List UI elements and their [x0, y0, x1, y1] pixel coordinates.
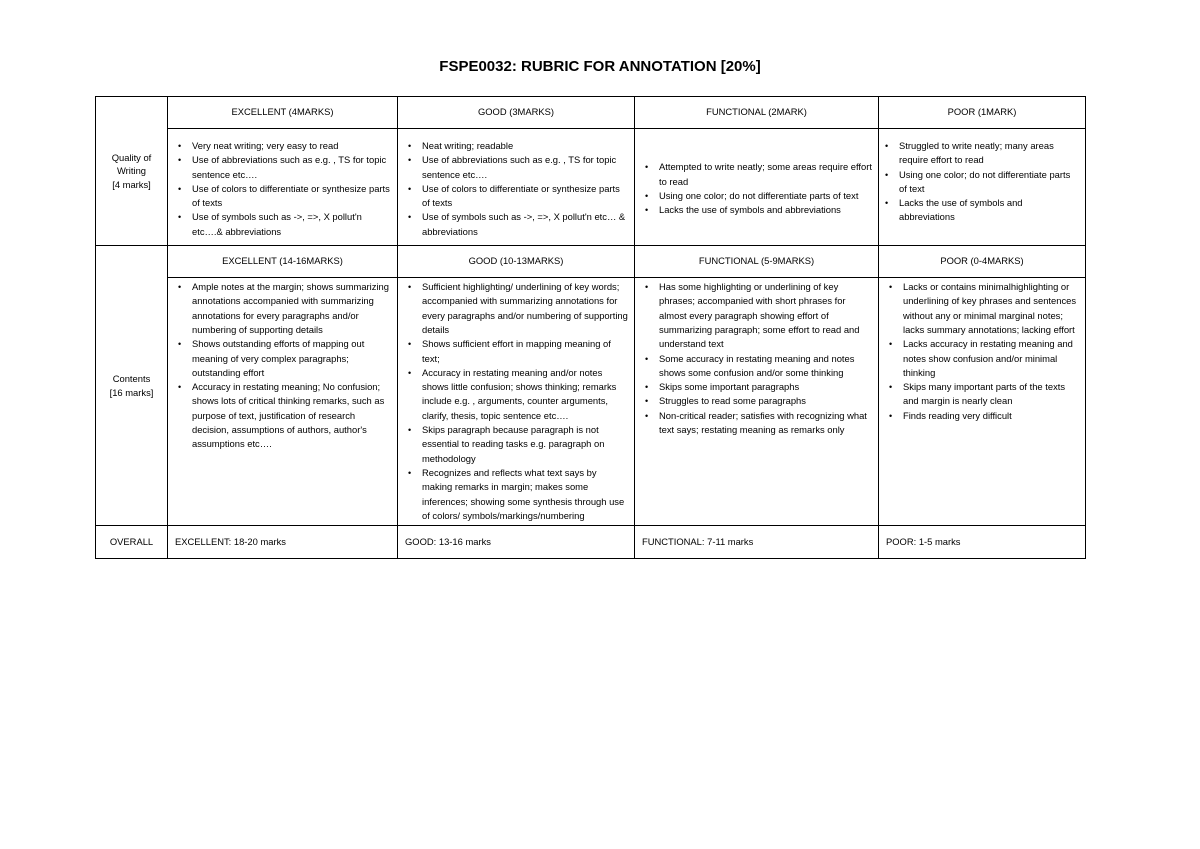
list-item: • Recognizes and reflects what text says by making remarks in margin; makes some inferences; showing some synthesis through use of colors/ symbols/markings/numbering — [422, 466, 628, 523]
list-item: • Neat writing; readable — [422, 139, 628, 153]
list-item: • Use of colors to differentiate or synthesize parts of texts — [422, 182, 628, 211]
quality-header-excellent: EXCELLENT (4MARKS) — [168, 97, 398, 129]
list-item: • Non-critical reader; satisfies with recognizing what text says; restating meaning as remarks only — [659, 409, 872, 438]
list-item: • Use of abbreviations such as e.g. , TS for topic sentence etc…. — [422, 153, 628, 182]
list-item: • Accuracy in restating meaning; No confusion; shows lots of critical thinking remarks, such as purpose of text, justification of research decision, assumptions of authors, author's assumptions etc…. — [192, 380, 391, 451]
list-item: • Has some highlighting or underlining of key phrases; accompanied with short phrases for almost every paragraph showing effort of summarizing paragraph; some effort to read and understand text — [659, 280, 872, 351]
list-item: • Use of symbols such as ->, =>, X pollut'n etc… & abbreviations — [422, 210, 628, 239]
overall-excellent: EXCELLENT: 18-20 marks — [168, 526, 398, 559]
list-item: • Lacks the use of symbols and abbreviations — [899, 196, 1079, 225]
list-item: • Finds reading very difficult — [903, 409, 1079, 423]
list-item: • Use of abbreviations such as e.g. , TS for topic sentence etc…. — [192, 153, 391, 182]
quality-label-line2: Writing — [117, 165, 146, 177]
list-item: • Accuracy in restating meaning and/or notes shows little confusion; shows thinking; remarks include e.g. , arguments, counter arguments, clarify, thesis, topic sentence etc…. — [422, 366, 628, 423]
quality-label-line1: Quality of — [111, 151, 152, 163]
list-item: • Use of colors to differentiate or synthesize parts of texts — [192, 182, 391, 211]
contents-header-row — [96, 246, 1086, 278]
quality-header-poor: POOR (1MARK) — [879, 97, 1086, 129]
list-item: • Skips some important paragraphs — [659, 380, 872, 394]
quality-header-functional: FUNCTIONAL (2MARK) — [635, 97, 879, 129]
quality-header-row — [96, 97, 1086, 129]
quality-good-cell — [398, 129, 635, 246]
list-item: • Skips many important parts of the texts and margin is nearly clean — [903, 380, 1079, 409]
overall-label: OVERALL — [96, 526, 168, 559]
quality-functional-cell — [635, 129, 879, 246]
contents-excellent-list — [168, 280, 397, 452]
list-item: • Some accuracy in restating meaning and notes shows some confusion and/or some thinking — [659, 352, 872, 381]
contents-row-label — [96, 246, 168, 526]
list-item: • Skips paragraph because paragraph is not essential to reading tasks e.g. paragraph on methodology — [422, 423, 628, 466]
quality-header-good: GOOD (3MARKS) — [398, 97, 635, 129]
list-item: • Struggles to read some paragraphs — [659, 394, 872, 408]
contents-poor-list — [879, 280, 1085, 423]
overall-poor: POOR: 1-5 marks — [879, 526, 1086, 559]
list-item: • Using one color; do not differentiate parts of text — [659, 189, 872, 203]
contents-label-line2: [16 marks] — [109, 386, 154, 398]
list-item: • Attempted to write neatly; some areas require effort to read — [659, 160, 872, 189]
rubric-table — [95, 96, 1086, 559]
contents-header-good: GOOD (10-13MARKS) — [398, 246, 635, 278]
quality-excellent-list — [168, 139, 397, 239]
list-item: • Shows sufficient effort in mapping meaning of text; — [422, 337, 628, 366]
contents-poor-cell — [879, 278, 1086, 526]
overall-functional: FUNCTIONAL: 7-11 marks — [635, 526, 879, 559]
list-item: • Shows outstanding efforts of mapping out meaning of very complex paragraphs; outstanding effort — [192, 337, 391, 380]
list-item: • Sufficient highlighting/ underlining of key words; accompanied with summarizing annotations for every paragraphs and/or numbering of supporting details — [422, 280, 628, 337]
list-item: • Lacks or contains minimalhighlighting or underlining of key phrases and sentences without any or minimal marginal notes; lacks summary annotations; lacking effort — [903, 280, 1079, 337]
quality-row-label — [96, 97, 168, 246]
quality-good-list — [398, 139, 634, 239]
quality-functional-list — [635, 160, 878, 217]
list-item: • Using one color; do not differentiate parts of text — [899, 168, 1079, 197]
contents-functional-list — [635, 280, 878, 437]
quality-label-line3: [4 marks] — [112, 178, 151, 190]
contents-header-functional: FUNCTIONAL (5-9MARKS) — [635, 246, 879, 278]
contents-label-line1: Contents — [112, 373, 151, 385]
contents-header-poor: POOR (0-4MARKS) — [879, 246, 1086, 278]
list-item: • Struggled to write neatly; many areas require effort to read — [899, 139, 1079, 168]
list-item: • Use of symbols such as ->, =>, X pollut'n etc….& abbreviations — [192, 210, 391, 239]
quality-content-row — [96, 129, 1086, 246]
contents-excellent-cell — [168, 278, 398, 526]
contents-good-list — [398, 280, 634, 523]
list-item: • Lacks the use of symbols and abbreviations — [659, 203, 872, 217]
contents-functional-cell — [635, 278, 879, 526]
list-item: • Lacks accuracy in restating meaning and notes show confusion and/or minimal thinking — [903, 337, 1079, 380]
overall-row — [96, 526, 1086, 559]
list-item: • Ample notes at the margin; shows summarizing annotations accompanied with summarizing annotations for every paragraphs and/or numbering of supporting details — [192, 280, 391, 337]
contents-header-excellent: EXCELLENT (14-16MARKS) — [168, 246, 398, 278]
contents-good-cell — [398, 278, 635, 526]
quality-poor-list — [879, 139, 1085, 225]
overall-good: GOOD: 13-16 marks — [398, 526, 635, 559]
page-title: FSPE0032: RUBRIC FOR ANNOTATION [20%] — [439, 58, 761, 75]
quality-excellent-cell — [168, 129, 398, 246]
contents-content-row — [96, 278, 1086, 526]
list-item: • Very neat writing; very easy to read — [192, 139, 391, 153]
quality-poor-cell — [879, 129, 1086, 246]
